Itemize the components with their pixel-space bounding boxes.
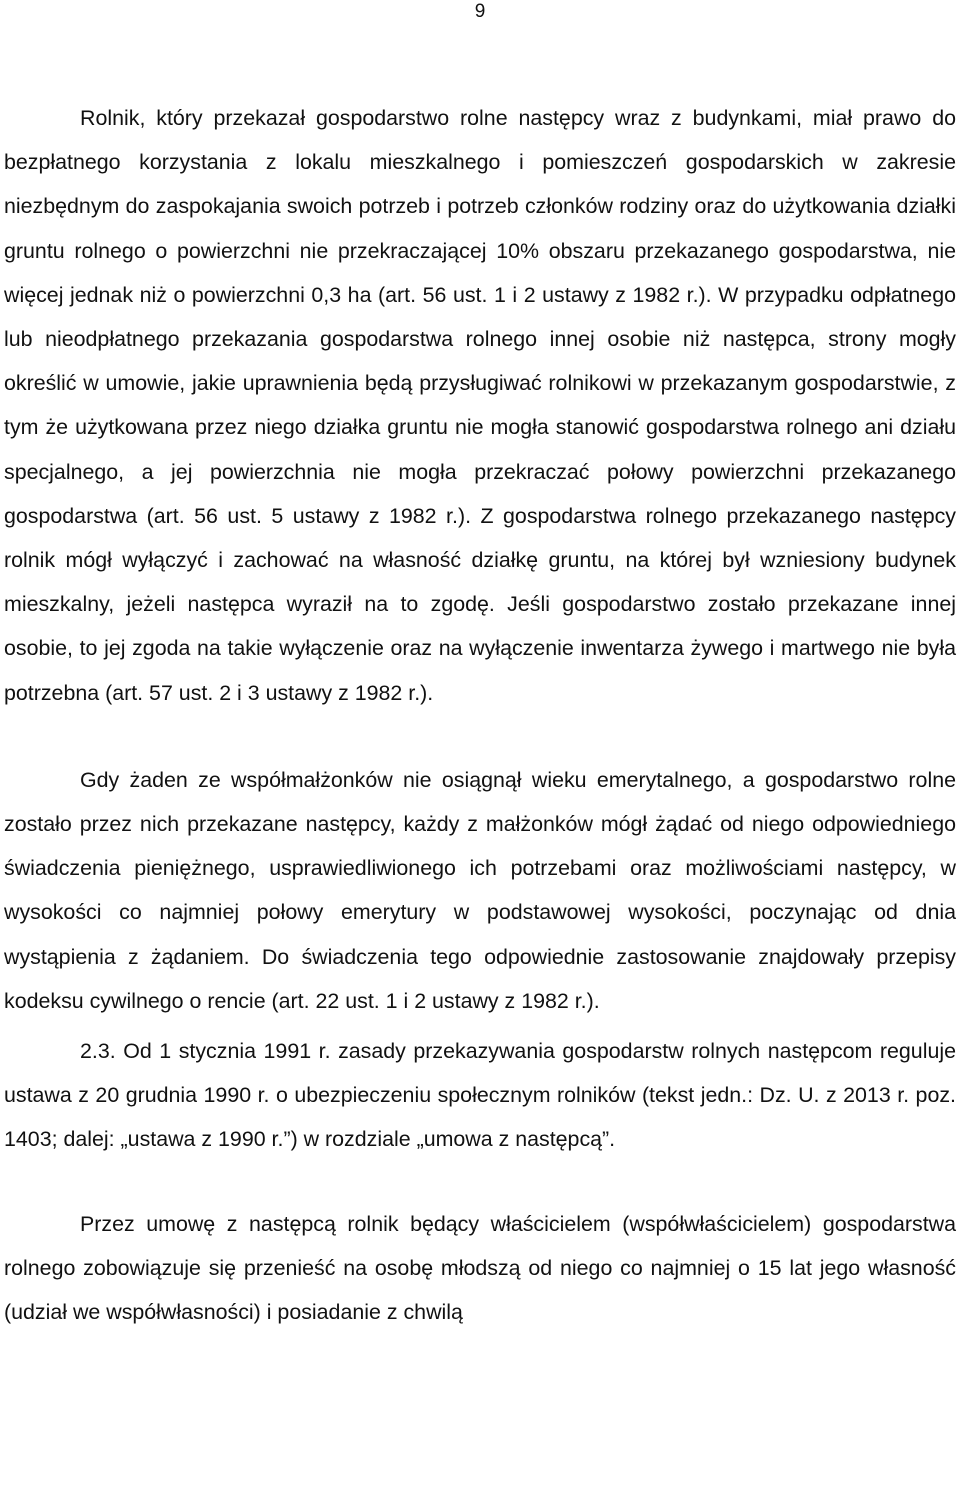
paragraph-rights-of-farmer: Rolnik, który przekazał gospodarstwo rolne następcy wraz z budynkami, miał prawo do bezpłatnego korzystania z lokalu mieszkalnego i pomieszczeń gospodarskich w zakresie niezbędnym do zaspokajania swoich potrzeb i potrzeb członków rodziny oraz do użytkowania działki gruntu rolnego o powierzchni nie przekraczającej 10% obszaru przekazanego gospodarstwa, nie więcej jednak niż o powierzchni 0,3 ha (art. 56 ust. 1 i 2 ustawy z 1982 r.). W przypadku odpłatnego lub nieodpłatnego przekazania gospodarstwa rolnego innej osobie niż następca, strony mogły określić w umowie, jakie uprawnienia będą przysługiwać rolnikowi w przekazanym gospodarstwie, z tym że użytkowana przez niego działka gruntu nie mogła stanowić gospodarstwa rolnego ani działu specjalnego, a jej powierzchnia nie mogła przekraczać połowy powierzchni przekazanego gospodarstwa (art. 56 ust. 5 ustawy z 1982 r.). Z gospodarstwa rolnego przekazanego następcy rolnik mógł wyłączyć i zachować na własność działkę gruntu, na której był wzniesiony budynek mieszkalny, jeżeli następca wyraził na to zgodę. Jeśli gospodarstwo zostało przekazane innej osobie, to jej zgoda na takie wyłączenie oraz na wyłączenie inwentarza żywego i martwego nie była potrzebna (art. 57 ust. 2 i 3 ustawy z 1982 r.). [4,106,956,705]
document-body [4,96,956,1334]
paragraph-spouse-benefit: Gdy żaden ze współmałżonków nie osiągnął wieku emerytalnego, a gospodarstwo rolne zostało przez nich przekazane następcy, każdy z małżonków mógł żądać od niego odpowiedniego świadczenia pieniężnego, usprawiedliwionego ich potrzebami oraz możliwościami następcy, w wysokości co najmniej połowy emerytury w podstawowej wysokości, poczynając od dnia wystąpienia z żądaniem. Do świadczenia tego odpowiednie zastosowanie znajdowały przepisy kodeksu cywilnego o rencie (art. 22 ust. 1 i 2 ustawy z 1982 r.). [4,767,956,1013]
paragraph-successor-agreement: Przez umowę z następcą rolnik będący właścicielem (współwłaścicielem) gospodarstwa rolnego zobowiązuje się przenieść na osobę młodszą od niego co najmniej o 15 lat jego własność (udział we współwłasności) i posiadanie z chwilą [4,1211,956,1325]
paragraph-section-2-3: 2.3. Od 1 stycznia 1991 r. zasady przekazywania gospodarstw rolnych następcom reguluje ustawa z 20 grudnia 1990 r. o ubezpieczeniu społecznym rolników (tekst jedn.: Dz. U. z 2013 r. poz. 1403; dalej: „ustawa z 1990 r.”) w rozdziale „umowa z następcą”. [4,1039,956,1152]
page-number: 9 [474,1,486,22]
